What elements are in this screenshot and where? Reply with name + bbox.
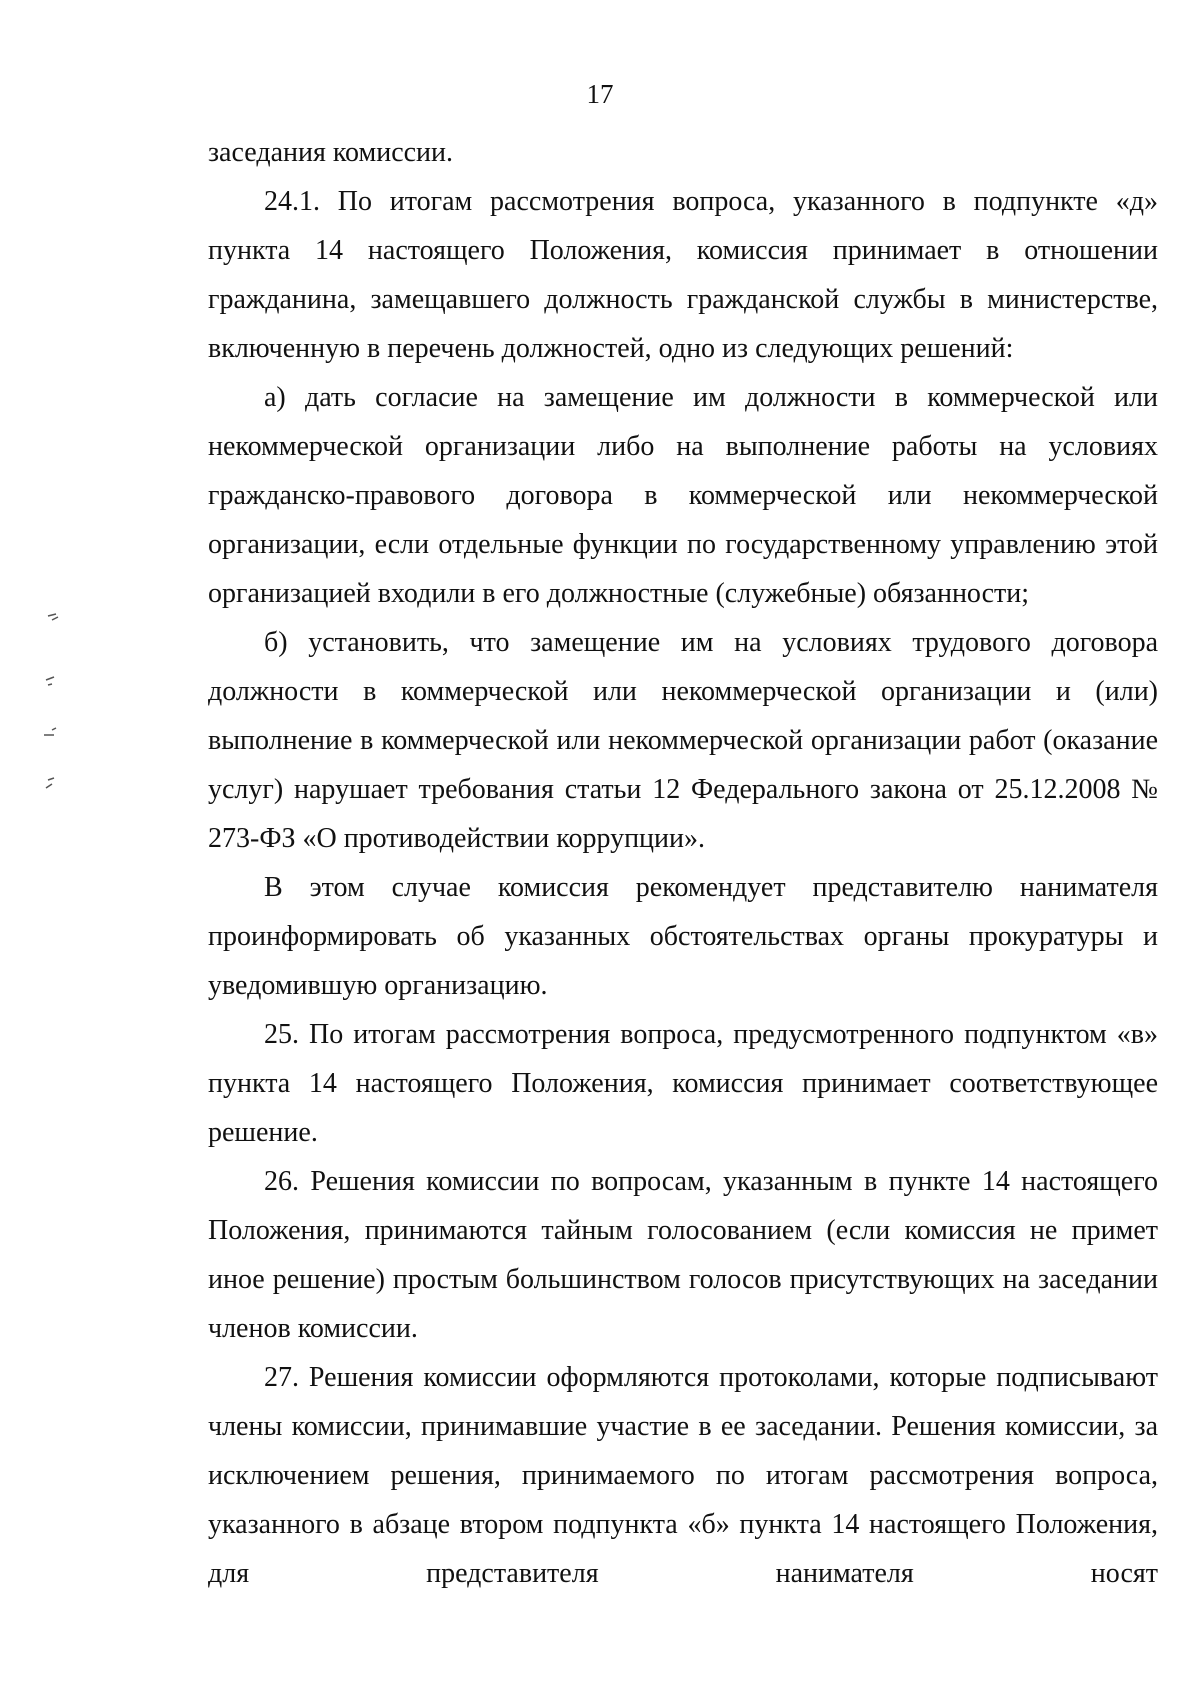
paragraph-27: 27. Решения комиссии оформляются протоколами, которые подписывают члены комиссии, принимавшие участие в ее заседании. Решения комиссии, за исключением решения, принимаемого по итогам рассмотрения вопроса, указанного в абзаце втором подпункта «б» пункта 14 настоящего Положения, для представителя нанимателя носят bbox=[208, 1362, 1158, 1589]
document-body bbox=[208, 128, 1158, 1598]
paragraph-recommendation: В этом случае комиссия рекомендует представителю нанимателя проинформировать об указанных обстоятельствах органы прокуратуры и уведомившую организацию. bbox=[208, 872, 1158, 1001]
paragraph-24-1: 24.1. По итогам рассмотрения вопроса, указанного в подпункте «д» пункта 14 настоящего Положения, комиссия принимает в отношении гражданина, замещавшего должность гражданской службы в министерстве, включенную в перечень должностей, одно из следующих решений: bbox=[208, 186, 1158, 364]
paragraph-26: 26. Решения комиссии по вопросам, указанным в пункте 14 настоящего Положения, принимаются тайным голосованием (если комиссия не примет иное решение) простым большинством голосов присутствующих на заседании членов комиссии. bbox=[208, 1166, 1158, 1344]
paragraph-item-a: а) дать согласие на замещение им должности в коммерческой или некоммерческой организации либо на выполнение работы на условиях гражданско-правового договора в коммерческой или некоммерческой организации, если отдельные функции по государственному управлению этой организацией входили в его должностные (служебные) обязанности; bbox=[208, 382, 1158, 609]
paragraph-25: 25. По итогам рассмотрения вопроса, предусмотренного подпунктом «в» пункта 14 настоящего Положения, комиссия принимает соответствующее решение. bbox=[208, 1019, 1158, 1148]
scan-margin-marks bbox=[40, 610, 80, 810]
paragraph-item-b: б) установить, что замещение им на условиях трудового договора должности в коммерческой или некоммерческой организации и (или) выполнение в коммерческой или некоммерческой организации работ (оказание услуг) нарушает требования статьи 12 Федерального закона от 25.12.2008 № 273-ФЗ «О противодействии коррупции». bbox=[208, 627, 1158, 854]
paragraph-continuation: заседания комиссии. bbox=[208, 137, 454, 168]
page-number: 17 bbox=[586, 79, 614, 109]
